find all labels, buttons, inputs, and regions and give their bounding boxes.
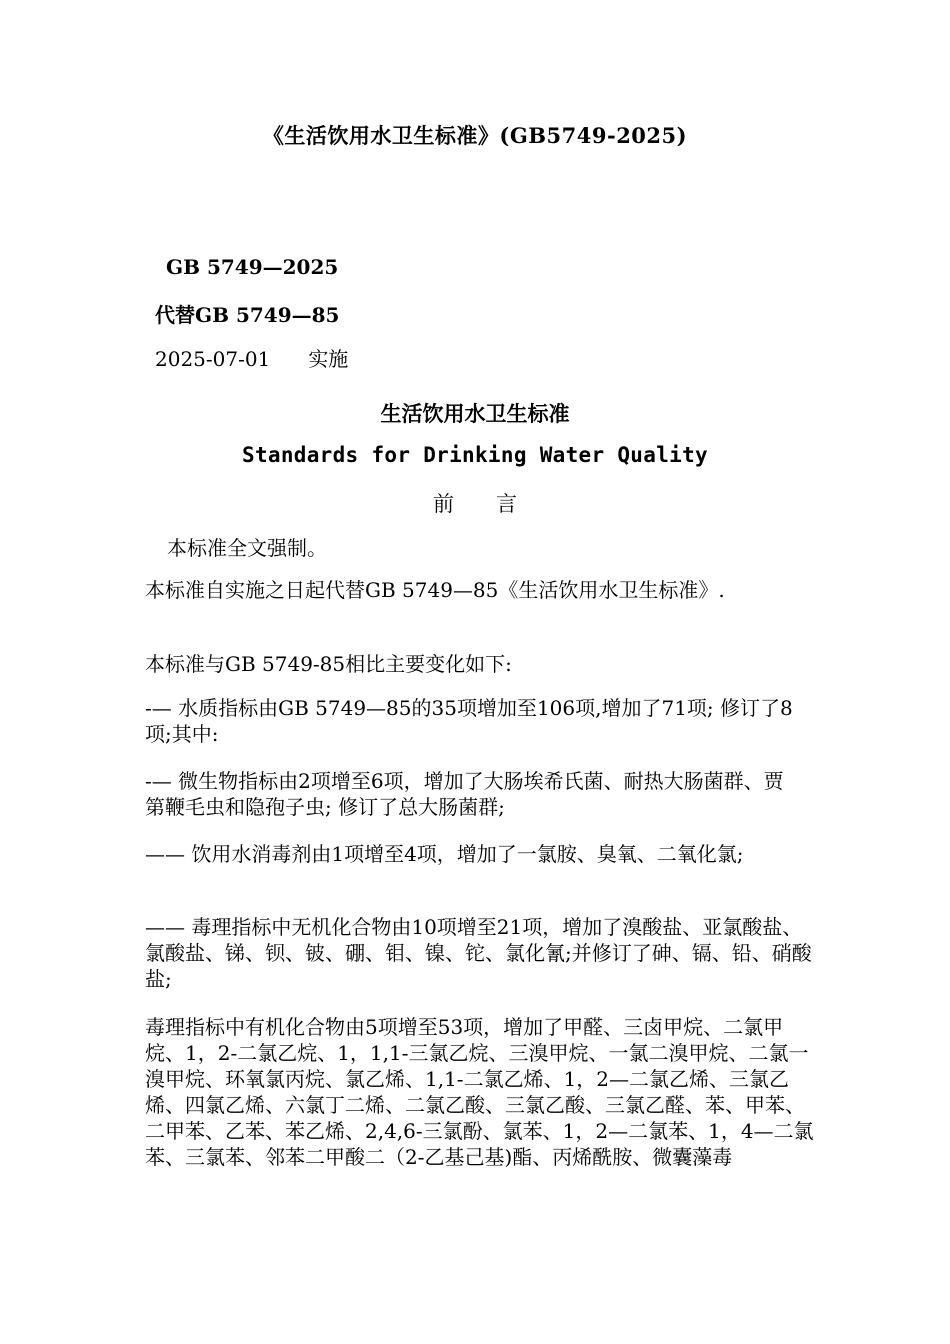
document-title: 《生活饮用水卫生标准》(GB5749-2025)	[262, 123, 688, 148]
paragraph	[145, 651, 815, 677]
paragraph	[145, 577, 770, 603]
paragraph	[145, 768, 795, 820]
replaces-standard: 代替GB 5749—85	[155, 303, 340, 327]
effective-date-line	[155, 343, 348, 372]
paragraph	[145, 914, 815, 992]
standard-name-en: Standards for Drinking Water Quality	[242, 443, 708, 467]
paragraph	[145, 1014, 815, 1170]
paragraph-text: 本标准自实施之日起代替GB 5749—85《生活饮用水卫生标准》.	[145, 578, 725, 602]
paragraph-text: -— 微生物指标由2项增至6项，增加了大肠埃希氏菌、耐热大肠菌群、贾第鞭毛虫和隐孢子虫; 修订了总大肠菌群;	[145, 769, 784, 819]
paragraph	[167, 535, 837, 561]
paragraph	[145, 695, 795, 747]
paragraph-text: 本标准与GB 5749-85相比主要变化如下:	[145, 652, 512, 676]
paragraph-text: 本标准全文强制。	[167, 536, 327, 560]
paragraph-text: —— 毒理指标中无机化合物由10项增至21项，增加了溴酸盐、亚氯酸盐、氯酸盐、锑、钡、铍、硼、钼、镍、铊、氯化氰;并修订了砷、镉、铅、硝酸盐;	[145, 915, 812, 991]
effective-date-suffix: 实施	[308, 347, 349, 371]
paragraph-text: —— 饮用水消毒剂由1项增至4项，增加了一氯胺、臭氧、二氧化氯;	[145, 842, 744, 866]
paragraph-text: 毒理指标中有机化合物由5项增至53项，增加了甲醛、三卤甲烷、二氯甲烷、1，2-二氯乙烷、1，1,1-三氯乙烷、三溴甲烷、一氯二溴甲烷、二氯一溴甲烷、环氧氯丙烷、氯乙烯、1,1-二氯乙烯、1，2—二氯乙烯、三氯乙烯、四氯乙烯、六氯丁二烯、二氯乙酸、三氯乙酸、三氯乙醛、苯、甲苯、二甲苯、乙苯、苯乙烯、2,4,6-三氯酚、氯苯、1，2—二氯苯、1，4—二氯苯、三氯苯、邻苯二甲酸二（2-乙基己基)酯、丙烯酰胺、微囊藻毒	[145, 1015, 814, 1169]
standard-name-cn: 生活饮用水卫生标准	[380, 401, 570, 426]
foreword-heading: 前言	[433, 492, 559, 516]
effective-date: 2025-07-01	[155, 347, 271, 371]
paragraph	[145, 841, 805, 867]
standard-code: GB 5749—2025	[166, 255, 339, 279]
paragraph-text: -— 水质指标由GB 5749—85的35项增加至106项,增加了71项; 修订了8项;其中:	[145, 696, 793, 746]
